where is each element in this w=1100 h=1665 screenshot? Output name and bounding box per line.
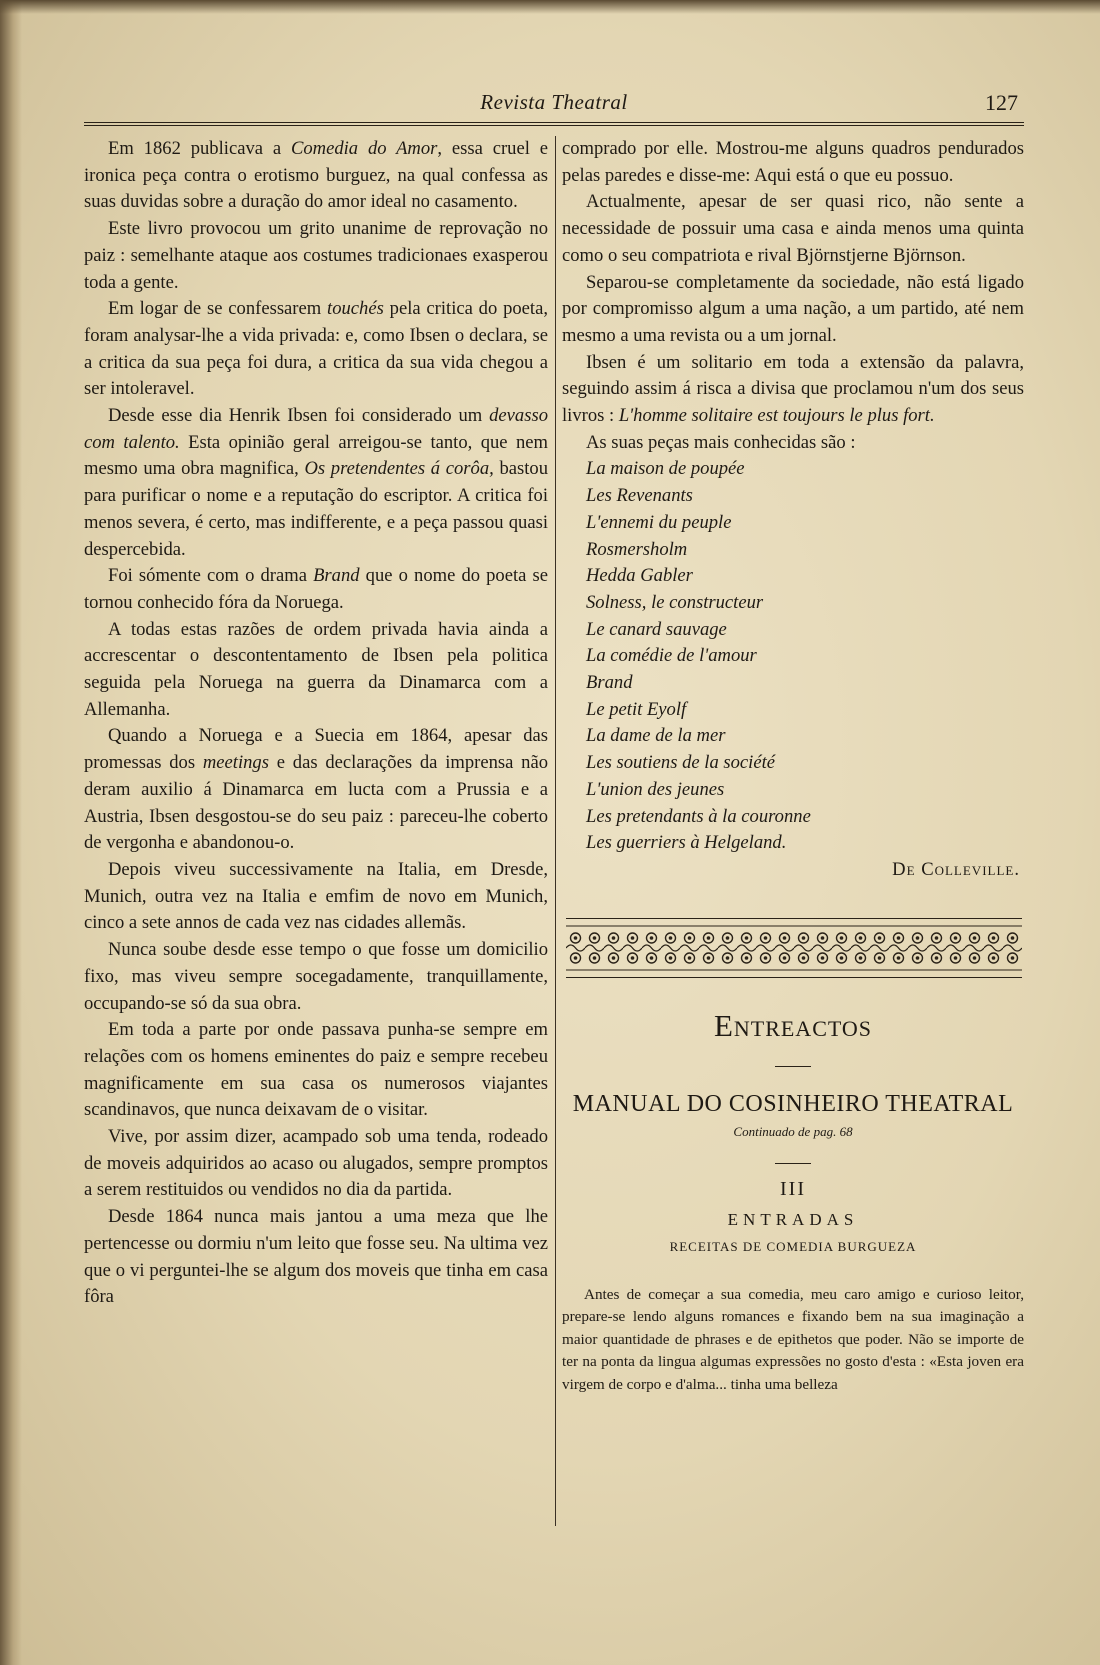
play-title: La dame de la mer	[586, 725, 726, 747]
short-rule	[775, 1066, 811, 1067]
chapter-number: III	[780, 1177, 806, 1200]
chapter-subtitle: RECEITAS DE COMEDIA BURGUEZA	[669, 1238, 917, 1254]
chapter-title: ENTRADAS	[727, 1209, 859, 1229]
article-title: MANUAL DO COSINHEIRO THEATRAL	[572, 1090, 1014, 1117]
column-divider	[555, 136, 556, 1526]
paragraph: Vive, por assim dizer, acampado sob uma tenda, rodeado de moveis adquiridos ao acaso ou alugados, sempre promptos a serem restituidos ou vendidos no dia da partida.	[84, 1126, 548, 1201]
paragraph: Em toda a parte por onde passava punha-se sempre em relações com os homens eminentes do paiz e sempre recebeu magnificamente em sua casa os numerosos viajantes scandinavos, que nunca deixavam de o visitar.	[84, 1019, 548, 1121]
paragraph: Em 1862 publicava a Comedia do Amor, essa cruel e ironica peça contra o erotismo burguez, na qual confessa as suas duvidas sobre a duração do amor ideal no casamento.	[84, 138, 549, 213]
paragraph: Antes de começar a sua comedia, meu caro amigo e curioso leitor, prepare-se lendo alguns romances e fixando bem na sua imaginação a maior quantidade de phrases e de epithetos que poder. Não se importe de ter na ponta da lingua algumas expressões no gosto d'esta : «Esta joven era virgem de corpo e d'alma... tinha uma belleza	[562, 1285, 1024, 1394]
play-title: Le canard sauvage	[586, 618, 727, 640]
play-title: Rosmersholm	[586, 538, 688, 560]
paragraph: Desde 1864 nunca mais jantou a uma meza que lhe pertencesse ou dormiu n'um leito que fosse seu. Na ultima vez que o vi perguntei-lhe se algum dos moveis que tinha em casa fôra	[84, 1206, 548, 1308]
play-title: Les pretendants à la couronne	[586, 805, 811, 827]
italic-phrase: devasso com talento.	[84, 405, 548, 453]
ornament-pattern-icon	[566, 924, 1022, 972]
page-binding-shadow	[0, 0, 22, 1665]
paragraph: A todas estas razões de ordem privada havia ainda a accrescentar o descontentamento de Ibsen pela politica seguida pela Noruega na guerra da Dinamarca com a Allemanha.	[84, 618, 548, 720]
paragraph: Desde esse dia Henrik Ibsen foi considerado um devasso com talento. Esta opinião geral arreigou-se tanto, que nem mesmo uma obra magnifica, Os pretendentes á corôa, bastou para purificar o nome e a reputação do escriptor. A critica foi menos severa, é certo, mas indifferente, e a peça passou quasi despercebida.	[84, 405, 549, 560]
paragraph: Separou-se completamente da sociedade, não está ligado por compromisso algum a uma nação, a um partido, até nem mesmo a uma revista ou a um jornal.	[562, 271, 1024, 346]
play-title: Brand	[586, 672, 633, 694]
play-title: La maison de poupée	[586, 458, 745, 480]
play-title: Les soutiens de la société	[586, 752, 776, 774]
plays-list	[562, 456, 1024, 857]
italic-title: Os pretendentes á corôa,	[304, 458, 494, 480]
running-title: Revista Theatral	[480, 90, 628, 114]
page-top-shadow	[0, 0, 1100, 14]
italic-phrase: touchés	[327, 298, 384, 320]
play-title: Les guerriers à Helgeland.	[586, 832, 787, 854]
continued-note: Continuado de pag. 68	[733, 1123, 853, 1139]
italic-motto: L'homme solitaire est toujours le plus fort.	[618, 405, 935, 427]
play-title: Le petit Eyolf	[586, 698, 687, 720]
play-title: L'ennemi du peuple	[586, 511, 732, 533]
paragraph: Nunca soube desde esse tempo o que fosse um domicilio fixo, mas viveu sempre socegadamente, tranquillamente, occupando-se só da sua obra.	[84, 939, 548, 1014]
left-column	[84, 136, 548, 1311]
play-title: La comédie de l'amour	[586, 645, 757, 667]
paragraph: Depois viveu successivamente na Italia, em Dresde, Munich, outra vez na Italia e emfim de novo em Munich, cinco a sete annos de cada vez nas cidades allemãs.	[84, 858, 548, 934]
italic-title: Comedia do Amor	[290, 138, 438, 159]
paragraph: Este livro provocou um grito unanime de reprovação no paiz : semelhante ataque aos costumes tradicionaes exasperou toda a gente.	[84, 218, 548, 293]
paragraph: Foi sómente com o drama Brand que o nome do poeta se tornou conhecido fóra da Noruega.	[84, 565, 548, 613]
short-rule	[775, 1163, 811, 1164]
italic-phrase: meetings	[202, 752, 269, 774]
paragraph: Quando a Noruega e a Suecia em 1864, apesar das promessas dos meetings e das declarações da imprensa não deram auxilio á Dinamarca em lucta com a Prussia e a Austria, Ibsen desgostou-se do seu paiz : pareceu-lhe coberto de vergonha e abandonou-o.	[84, 725, 549, 854]
right-column	[562, 136, 1024, 1397]
article-body	[562, 1284, 1024, 1397]
italic-title: Brand	[313, 565, 360, 587]
play-title: Solness, le constructeur	[586, 591, 764, 613]
paragraph: Ibsen é um solitario em toda a extensão da palavra, seguindo assim á risca a divisa que proclamou n'um dos seus livros : L'homme solitaire est toujours le plus fort.	[562, 351, 1024, 427]
ornamental-divider	[566, 918, 1022, 978]
paragraph: comprado por elle. Mostrou-me alguns quadros pendurados pelas paredes e disse-me: Aqui está o que eu possuo.	[562, 138, 1024, 186]
play-title: L'union des jeunes	[586, 778, 725, 800]
play-title: Hedda Gabler	[586, 565, 693, 587]
author-signature: De Colleville.	[892, 858, 1020, 880]
section-title: Entreactos	[713, 1007, 873, 1043]
page-header	[84, 88, 1024, 123]
play-title: Les Revenants	[586, 485, 693, 507]
paragraph: Actualmente, apesar de ser quasi rico, não sente a necessidade de possuir uma casa e ainda menos uma quinta como o seu compatriota e rival Björnstjerne Björnson.	[562, 191, 1024, 266]
plays-intro: As suas peças mais conhecidas são :	[586, 431, 856, 453]
page-number: 127	[985, 90, 1018, 115]
paragraph: Em logar de se confessarem touchés pela critica do poeta, foram analysar-lhe a vida privada: e, como Ibsen o declara, se a critica da sua peça foi dura, a critica da sua vida chegou a ser intoleravel.	[84, 298, 548, 400]
